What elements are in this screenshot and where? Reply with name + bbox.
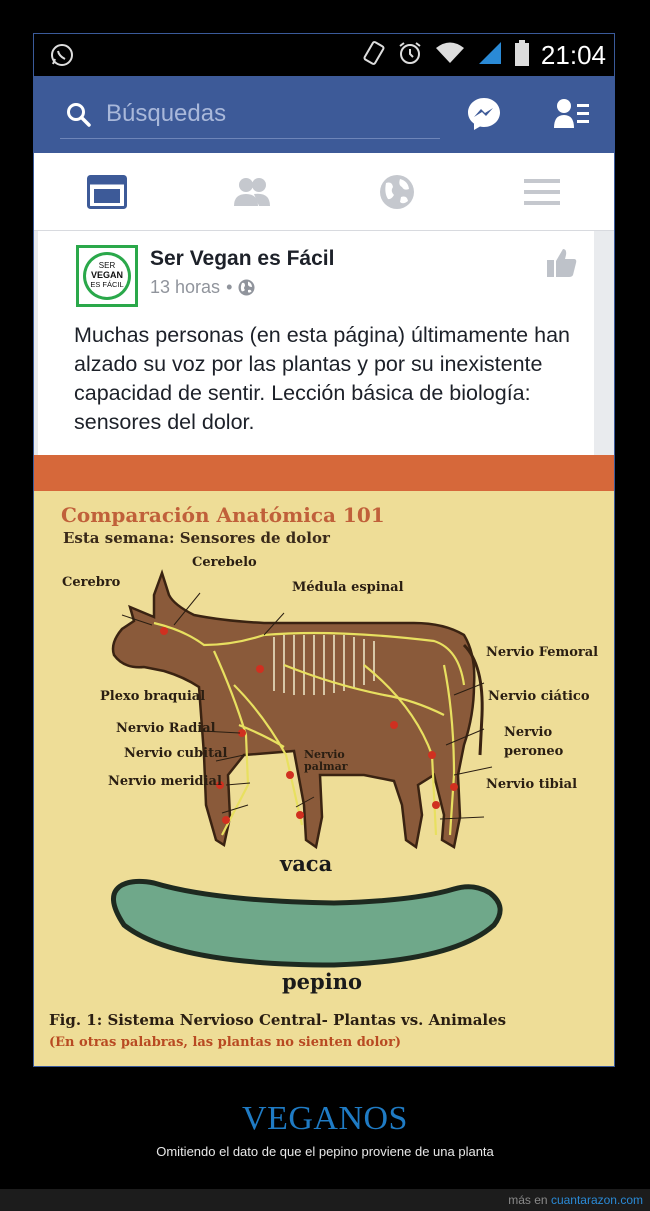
facebook-top-bar — [34, 76, 615, 153]
post-meta — [150, 277, 255, 298]
svg-text:VEGAN: VEGAN — [90, 270, 124, 280]
navigation-tabs — [34, 153, 615, 231]
whatsapp-notification-icon — [50, 43, 74, 72]
thumbs-up-icon — [546, 247, 578, 279]
label-cerebro: Cerebro — [62, 575, 121, 590]
post-image-anatomy-comparison[interactable] — [34, 455, 615, 1067]
label-vaca: vaca — [280, 851, 333, 876]
alarm-icon — [397, 40, 423, 71]
tab-news-feed[interactable] — [34, 153, 179, 230]
label-nervio-tibial: Nervio tibial — [486, 777, 578, 792]
label-nervio-peroneo-line1: Nervio — [504, 725, 553, 740]
post-text: Muchas personas (en esta página) últimamente han alzado su voz por las plantas y por su inexistente capacidad de sentir. Lección básica de biología: sensores del dolor. — [74, 323, 570, 434]
svg-text:ES FÁCIL: ES FÁCIL — [90, 280, 124, 289]
hamburger-menu-icon — [524, 177, 560, 207]
figure-note: (En otras palabras, las plantas no sienten dolor) — [49, 1035, 402, 1050]
poster-title: Comparación Anatómica 101 — [61, 503, 385, 527]
tab-friends[interactable] — [179, 153, 324, 230]
tab-notifications[interactable] — [324, 153, 469, 230]
site-footer — [0, 1189, 650, 1211]
label-nervio-ciatico: Nervio ciático — [488, 689, 590, 704]
battery-icon — [515, 40, 529, 71]
post-timestamp[interactable]: 13 horas — [150, 277, 221, 297]
search-icon — [66, 102, 92, 133]
label-medula-espinal: Médula espinal — [292, 580, 404, 595]
public-globe-icon — [238, 279, 255, 296]
friend-requests-button[interactable] — [554, 98, 590, 130]
label-nervio-meridial: Nervio meridial — [108, 774, 222, 789]
label-nervio-radial: Nervio Radial — [116, 721, 216, 736]
label-nervio-palmar-line2: palmar — [304, 760, 348, 773]
signal-icon — [477, 41, 503, 70]
label-nervio-palmar-line1: Nervio — [304, 748, 345, 761]
label-pepino: pepino — [282, 969, 362, 994]
tab-menu[interactable] — [469, 153, 614, 230]
poster-subtitle: Esta semana: Sensores de dolor — [63, 529, 330, 547]
search-input[interactable] — [104, 98, 428, 130]
page-name-link[interactable]: Ser Vegan es Fácil — [150, 247, 335, 270]
post-card — [38, 231, 594, 455]
svg-text:SER: SER — [98, 261, 116, 270]
label-nervio-femoral: Nervio Femoral — [486, 645, 599, 660]
news-feed-icon — [87, 175, 127, 209]
friends-icon — [232, 176, 272, 208]
label-cerebelo: Cerebelo — [192, 555, 257, 570]
wifi-icon — [435, 41, 465, 70]
rotate-icon — [363, 40, 385, 71]
meme-headline: VEGANOS — [242, 1100, 408, 1137]
friend-requests-icon — [554, 98, 590, 130]
cucumber-drawing — [113, 881, 500, 965]
footer-site-link[interactable]: cuantarazon.com — [550, 1193, 643, 1207]
status-clock: 21:04 — [540, 40, 606, 70]
figure-caption: Fig. 1: Sistema Nervioso Central- Plantas vs. Animales — [49, 1011, 507, 1029]
phone-screenshot — [33, 33, 615, 1067]
meme-subtitle: Omitiendo el dato de que el pepino proviene de una planta — [156, 1144, 494, 1159]
status-bar — [34, 34, 615, 76]
label-nervio-cubital: Nervio cubital — [124, 746, 228, 761]
cow-drawing — [113, 573, 492, 847]
like-button[interactable] — [546, 247, 578, 284]
ser-vegan-logo — [83, 252, 131, 300]
post — [34, 231, 615, 455]
search-bar[interactable] — [60, 90, 440, 139]
meta-separator: • — [226, 277, 233, 297]
messenger-icon — [466, 96, 502, 132]
messenger-button[interactable] — [466, 96, 502, 132]
page-avatar[interactable] — [76, 245, 138, 307]
label-plexo-braquial: Plexo braquial — [100, 689, 206, 704]
globe-icon — [378, 173, 416, 211]
footer-prefix: más en — [508, 1193, 548, 1207]
label-nervio-peroneo-line2: peroneo — [504, 744, 564, 759]
